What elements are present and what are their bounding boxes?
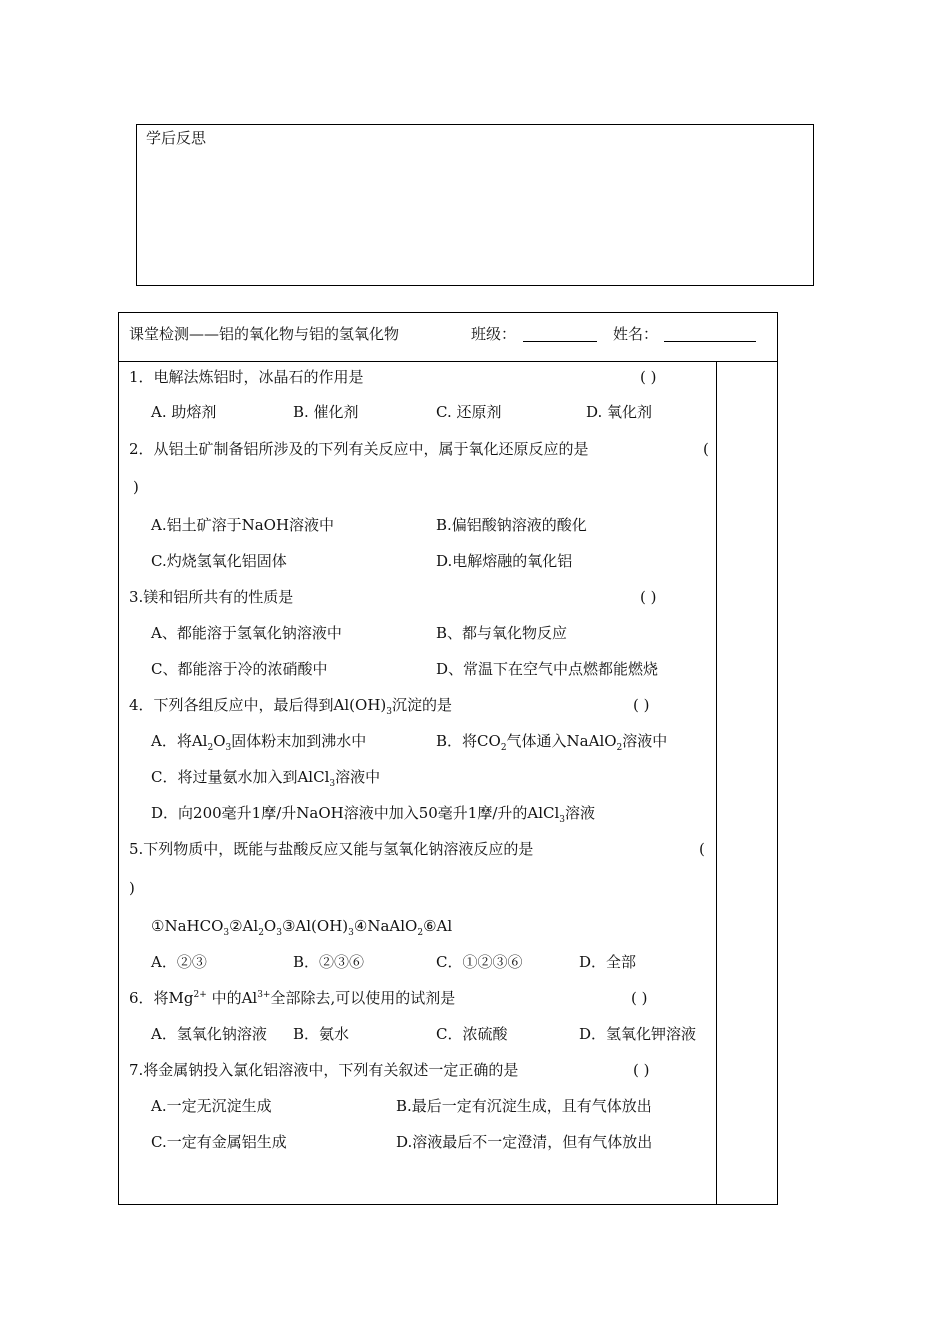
q2-paren-close: ) (133, 478, 139, 496)
q2-option-b: B.偏铝酸钠溶液的酸化 (436, 516, 587, 534)
q3-option-a: A、都能溶于氢氧化钠溶液中 (151, 624, 342, 642)
q7-answer-paren: ( ) (633, 1061, 650, 1079)
q6-option-d: D．氢氧化钾溶液 (579, 1025, 697, 1043)
q2-option-d: D.电解熔融的氧化铝 (436, 552, 573, 570)
q6-option-b: B．氨水 (293, 1025, 350, 1043)
class-blank[interactable] (523, 326, 597, 342)
q2-stem: 2．从铝土矿制备铝所涉及的下列有关反应中，属于氧化还原反应的是 (129, 440, 589, 458)
q1-option-c: C. 还原剂 (436, 403, 502, 421)
q5-paren-open: ( (699, 840, 705, 858)
q7-option-a: A.一定无沉淀生成 (151, 1097, 272, 1115)
q5-stem: 5.下列物质中，既能与盐酸反应又能与氢氧化钠溶液反应的是 (129, 840, 534, 858)
q4-option-d: D．向200毫升1摩/升NaOH溶液中加入50毫升1摩/升的AlCl$_3$溶液 (151, 804, 596, 825)
q5-substance-list: $①NaHCO_3②Al_2O_3③Al(OH)_3④NaAlO_2⑥Al$ (151, 917, 453, 938)
q5-option-c: C．①②③⑥ (436, 953, 523, 971)
q3-option-b: B、都与氧化物反应 (436, 624, 568, 642)
q7-option-b: B.最后一定有沉淀生成，且有气体放出 (396, 1097, 652, 1115)
q2-paren-open: ( (703, 440, 709, 458)
q1-stem: 1．电解法炼铝时，冰晶石的作用是 (129, 368, 364, 386)
q6-option-c: C．浓硫酸 (436, 1025, 508, 1043)
quiz-header (119, 313, 777, 362)
q6-stem: 6．将$Mg^{2+}$ 中的$Al^{3+}$全部除去,可以使用的试剂是 (129, 989, 456, 1007)
name-label: 姓名： (613, 325, 659, 343)
reflection-title: 学后反思 (146, 129, 207, 147)
q7-option-c: C.一定有金属铝生成 (151, 1133, 287, 1151)
q2-option-c: C.灼烧氢氧化铝固体 (151, 552, 287, 570)
q3-option-d: D、常温下在空气中点燃都能燃烧 (436, 660, 659, 678)
column-divider (716, 362, 717, 1204)
q3-stem: 3.镁和铝所共有的性质是 (129, 588, 294, 606)
q5-option-d: D．全部 (579, 953, 637, 971)
q4-option-c: C．将过量氨水加入到AlCl$_3$溶液中 (151, 768, 381, 789)
q6-answer-paren: ( ) (631, 989, 648, 1007)
q6-option-a: A．氢氧化钠溶液 (151, 1025, 267, 1043)
q4-option-a: A．将$Al_2O_3$固体粉末加到沸水中 (151, 732, 367, 753)
q1-answer-paren: ( ) (640, 368, 657, 386)
quiz-title: 课堂检测——铝的氧化物与铝的氢氧化物 (129, 325, 400, 343)
q5-option-a: A．②③ (151, 953, 207, 971)
quiz-box (118, 312, 778, 1205)
q1-option-d: D. 氧化剂 (586, 403, 653, 421)
q5-option-b: B．②③⑥ (293, 953, 365, 971)
q5-paren-close: ) (129, 879, 135, 897)
q1-option-b: B. 催化剂 (293, 403, 359, 421)
class-label: 班级： (471, 325, 517, 343)
reflection-box (136, 124, 814, 286)
q3-option-c: C、都能溶于冷的浓硝酸中 (151, 660, 328, 678)
q1-option-a: A. 助熔剂 (151, 403, 217, 421)
q4-answer-paren: ( ) (633, 696, 650, 714)
q4-option-b: B．将$CO_2$气体通入NaAlO$_2$溶液中 (436, 732, 668, 753)
q4-stem: 4．下列各组反应中，最后得到$Al(OH)_3$沉淀的是 (129, 696, 453, 717)
q7-stem: 7.将金属钠投入氯化铝溶液中，下列有关叙述一定正确的是 (129, 1061, 519, 1079)
q3-answer-paren: ( ) (640, 588, 657, 606)
name-blank[interactable] (664, 326, 756, 342)
q7-option-d: D.溶液最后不一定澄清，但有气体放出 (396, 1133, 653, 1151)
q2-option-a: A.铝土矿溶于NaOH溶液中 (151, 516, 335, 534)
